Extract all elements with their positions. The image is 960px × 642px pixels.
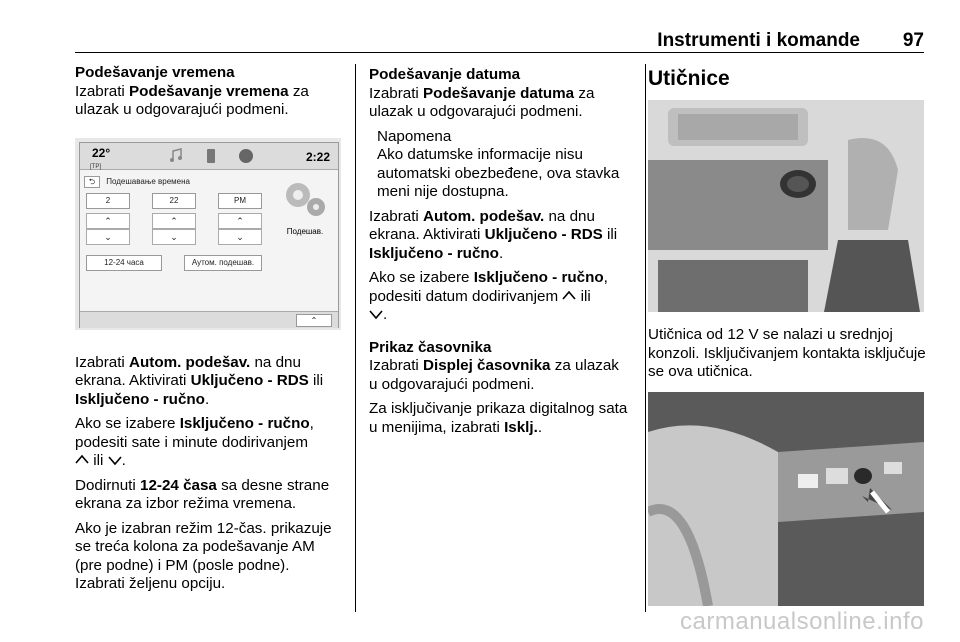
ampm-down-button[interactable]: ⌄: [218, 229, 262, 245]
column-2: [369, 66, 631, 443]
temperature: 22°: [92, 145, 111, 160]
paragraph: Ako se izabere Isključeno - ručno, podesiti sate i minute dodirivanjem ili .: [75, 415, 314, 469]
phone-icon: [206, 148, 216, 164]
paragraph: Utičnica od 12 V se nalazi u srednjoj konzoli. Isključivanjem kontakta isključuje se ova utičnica.: [648, 326, 926, 380]
column-divider: [355, 64, 356, 612]
minute-down-button[interactable]: ⌄: [152, 229, 196, 245]
chevron-down-icon: [108, 453, 122, 467]
ampm-up-button[interactable]: ⌃: [218, 213, 262, 229]
section-heading: Podešavanje datuma: [369, 66, 521, 83]
center-console-photo: [648, 100, 924, 312]
hour-field[interactable]: 2: [86, 193, 130, 209]
section-heading: Utičnice: [648, 67, 730, 90]
paragraph: Izabrati Autom. podešav. na dnu ekrana. Aktivirati Uključeno - RDS ili Isključeno - ručno.: [75, 353, 324, 408]
ampm-field[interactable]: PM: [218, 193, 262, 209]
clock-time: 2:22: [305, 149, 330, 164]
screen-bottom-bar: [80, 311, 338, 328]
paragraph: Dodirnuti 12-24 časa sa desne strane ekrana za izbor režima vremena.: [75, 476, 330, 512]
back-icon[interactable]: ⮌: [84, 176, 100, 188]
hour-down-button[interactable]: ⌄: [86, 229, 130, 245]
center-console-illustration: [648, 100, 924, 312]
page-header: [75, 30, 924, 54]
note-block: [377, 128, 631, 202]
paragraph: Izabrati Podešavanje vremena za ulazak u odgovarajući podmeni.: [75, 82, 309, 118]
infotainment-screen-figure: [75, 138, 341, 330]
chevron-up-icon: [562, 289, 576, 303]
paragraph: Izabrati Displej časovnika za ulazak u odgovarajući podmeni.: [369, 357, 619, 393]
chevron-up-icon: [75, 453, 89, 467]
column-3: [648, 66, 926, 620]
note-title: Napomena: [377, 127, 452, 145]
column-divider: [645, 64, 646, 612]
auto-settings-button[interactable]: Аутом. подешав.: [184, 255, 262, 271]
watermark: carmanualsonline.info: [680, 608, 924, 635]
tp-indicator: [TP]: [90, 163, 102, 170]
paragraph: Za isključivanje prikaza digitalnog sata u menijima, izabrati Isklj..: [369, 400, 628, 436]
paragraph: Ako se izabere Isključeno - ručno, podesiti datum dodirivanjem ili .: [369, 269, 608, 323]
music-icon: [168, 148, 184, 164]
collapse-up-icon[interactable]: ⌃: [296, 314, 332, 327]
hour-up-button[interactable]: ⌃: [86, 213, 130, 229]
chevron-down-icon: [369, 307, 383, 321]
section-heading: Podešavanje vremena: [75, 64, 235, 81]
section-heading: Prikaz časovnika: [369, 338, 492, 356]
settings-label[interactable]: Подешав.: [286, 226, 324, 236]
menu-title-bar: ⮌ Подешавање времена: [84, 173, 270, 185]
paragraph: Ako je izabran režim 12-čas. prikazuje se treća kolona za podešavanje AM (pre podne) i PM (posle podne). Izabrati željenu opciju.: [75, 519, 332, 592]
page-number: 97: [902, 30, 924, 51]
column-1: [75, 64, 343, 600]
header-title: Instrumenti i komande: [657, 30, 860, 51]
mode-12-24-button[interactable]: 12-24 часа: [86, 255, 162, 271]
note-text: Ako datumske informacije nisu automatski obezbeđene, ova stavka meni nije dostupna.: [377, 146, 620, 200]
header-rule: [75, 52, 924, 53]
paragraph: Izabrati Podešavanje datuma za ulazak u odgovarajući podmeni.: [369, 84, 595, 120]
minute-up-button[interactable]: ⌃: [152, 213, 196, 229]
gears-icon: [280, 179, 332, 219]
minute-field[interactable]: 22: [152, 193, 196, 209]
paragraph: Izabrati Autom. podešav. na dnu ekrana. Aktivirati Uključeno - RDS ili Isključeno - ručno.: [369, 207, 618, 262]
trunk-socket-photo: [648, 392, 924, 606]
onstar-icon: [238, 148, 254, 164]
trunk-interior-illustration: [648, 392, 924, 606]
